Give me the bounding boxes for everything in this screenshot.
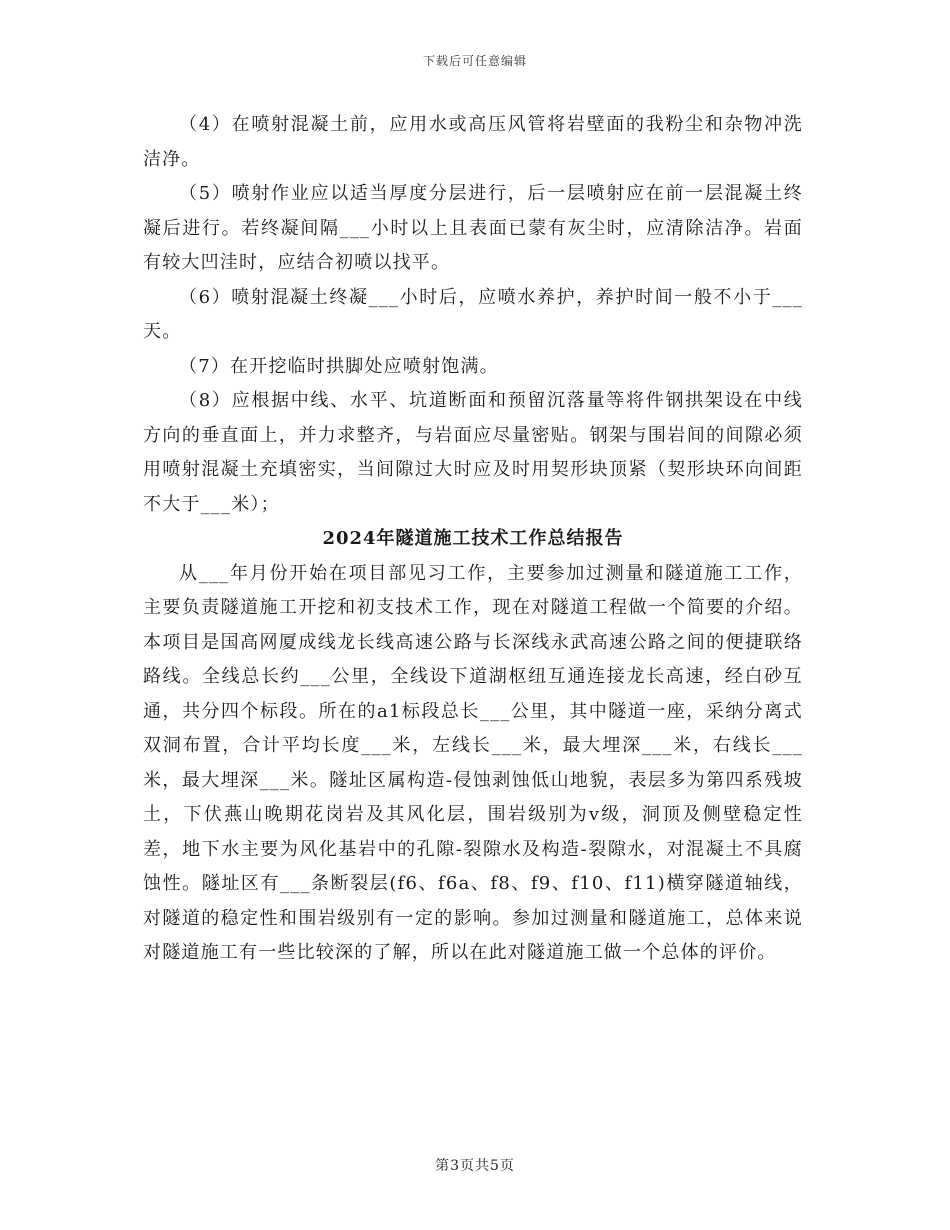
section-title: 2024年隧道施工技术工作总结报告 [322, 528, 624, 549]
paragraph-item-6: （6）喷射混凝土终凝___小时后，应喷水养护，养护时间一般不小于___天。 [143, 286, 803, 342]
document-body [143, 108, 803, 971]
page-number: 第3页共5页 [435, 1158, 515, 1174]
page-header: 下载后可任意编辑 [422, 54, 527, 68]
paragraph-item-4: （4）在喷射混凝土前，应用水或高压风管将岩壁面的我粉尘和杂物冲洗洁净。 [143, 114, 803, 170]
paragraph-item-7: （7）在开挖临时拱脚处应喷射饱满。 [179, 355, 499, 377]
paragraph-item-5: （5）喷射作业应以适当厚度分层进行，后一层喷射应在前一层混凝土终凝后进行。若终凝间隔___小时以上且表面已蒙有灰尘时，应清除洁净。岩面有较大凹洼时，应结合初喷以找平。 [143, 183, 803, 273]
report-paragraph: 从___年月份开始在项目部见习工作，主要参加过测量和隧道施工工作，主要负责隧道施工开挖和初支技术工作，现在对隧道工程做一个简要的介绍。本项目是国高网厦成线龙长线高速公路与长深线永武高速公路之间的便捷联络路线。全线总长约___公里，全线设下道湖枢纽互通连接龙长高速，经白砂互通，共分四个标段。所在的a1标段总长___公里，其中隧道一座，采纳分离式双洞布置，合计平均长度___米，左线长___米，最大埋深___米，右线长___米，最大埋深___米。隧址区属构造-侵蚀剥蚀低山地貌，表层多为第四系残坡土，下伏燕山晚期花岗岩及其风化层，围岩级别为v级，洞顶及侧壁稳定性差，地下水主要为风化基岩中的孔隙-裂隙水及构造-裂隙水，对混凝土不具腐蚀性。隧址区有___条断裂层(f6、f6a、f8、f9、f10、f11)横穿隧道轴线，对隧道的稳定性和围岩级别有一定的影响。参加过测量和隧道施工，总体来说对隧道施工有一些比较深的了解，所以在此对隧道施工做一个总体的评价。 [143, 562, 803, 963]
paragraph-item-8: （8）应根据中线、水平、坑道断面和预留沉落量等将件钢拱架设在中线方向的垂直面上，并力求整齐，与岩面应尽量密贴。钢架与围岩间的间隙必须用喷射混凝土充填密实，当间隙过大时应及时用契形块顶紧（契形块环向间距不大于___米）； [143, 390, 803, 515]
